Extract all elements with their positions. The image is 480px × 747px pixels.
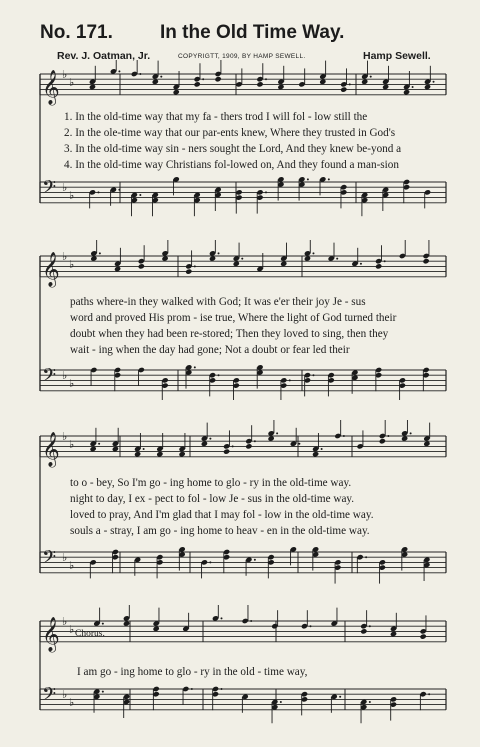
- dot: [202, 78, 204, 80]
- dot: [428, 693, 430, 695]
- note-head: [423, 258, 430, 264]
- system-2-verse-3: doubt when they had been re-stored; Then they loved to sing, then they: [70, 328, 389, 340]
- dot: [289, 379, 291, 381]
- dot: [265, 78, 267, 80]
- note-head: [360, 628, 367, 634]
- dot: [232, 445, 234, 447]
- chorus-label: Chorus.: [75, 629, 105, 639]
- treble-clef-icon: 𝄞: [42, 251, 60, 287]
- dot: [365, 556, 367, 558]
- author-credit: Rev. J. Oatman, Jr.: [57, 50, 151, 62]
- dot: [312, 252, 314, 254]
- flat-icon: ♭: [62, 688, 68, 702]
- dot: [336, 258, 338, 260]
- flat-icon: ♭: [69, 377, 75, 390]
- flat-icon: ♭: [69, 559, 75, 572]
- dot: [410, 432, 412, 434]
- dot: [191, 688, 193, 690]
- flat-icon: ♭: [62, 181, 68, 195]
- note-head: [256, 81, 263, 87]
- dot: [221, 617, 223, 619]
- bass-clef-icon: 𝄢: [42, 547, 57, 573]
- dot: [349, 83, 351, 85]
- flat-icon: ♭: [69, 696, 75, 709]
- dot: [139, 194, 141, 196]
- dot: [369, 701, 371, 703]
- dot: [412, 86, 414, 88]
- chorus-line-1: I am go - ing home to glo - ry in the old - time way,: [77, 666, 308, 678]
- flat-icon: ♭: [69, 75, 75, 89]
- flat-icon: ♭: [69, 437, 75, 451]
- dot: [321, 448, 323, 450]
- dot: [384, 260, 386, 262]
- system-3-verse-2: night to day, I ex - pect to fol - low Je - sus in the old-time way.: [70, 493, 355, 505]
- dot: [218, 374, 220, 376]
- note-head: [215, 76, 222, 82]
- dot: [194, 265, 196, 267]
- dot: [310, 625, 312, 627]
- flat-icon: ♭: [69, 189, 75, 202]
- flat-icon: ♭: [62, 615, 68, 628]
- flat-icon: ♭: [69, 622, 75, 636]
- staff-treble: [40, 420, 446, 468]
- system-1-music: [0, 60, 480, 220]
- dot: [360, 263, 362, 265]
- dot: [307, 178, 309, 180]
- flat-icon: ♭: [62, 430, 68, 443]
- dot: [99, 252, 101, 254]
- system-2-verse-4: wait - ing when the day had gone; Not a doubt or fear led their: [70, 344, 350, 356]
- note-head: [194, 81, 201, 87]
- system-2-verse-2: word and proved His prom - ise true, Where the light of God turned their: [70, 312, 397, 324]
- staff-treble: [40, 60, 446, 106]
- note-head: [375, 263, 382, 269]
- treble-clef-icon: 𝄞: [42, 69, 60, 105]
- dot: [98, 443, 100, 445]
- treble-clef-icon: 𝄞: [42, 431, 60, 467]
- note-head: [379, 438, 386, 444]
- dot: [254, 440, 256, 442]
- note-head: [245, 443, 252, 449]
- staff-bass: [40, 176, 446, 216]
- note-head: [185, 268, 192, 274]
- system-2-verse-1: paths where-in they walked with God; It was e'er their joy Je - sus: [70, 296, 366, 308]
- bass-clef-icon: 𝄢: [42, 684, 57, 710]
- staff-bass: [40, 364, 446, 400]
- system-1-verse-4: 4. In the old-time way Christians fol-lowed on, And they found a man-sion: [64, 159, 399, 171]
- bass-clef-icon: 𝄢: [42, 365, 57, 391]
- dot: [312, 374, 314, 376]
- flat-icon: ♭: [62, 369, 68, 383]
- flat-icon: ♭: [69, 257, 75, 271]
- flat-icon: ♭: [62, 551, 68, 565]
- system-1-verse-1: 1. In the old-time way that my fa - thers trod I will fol - low still the: [64, 111, 368, 123]
- copyright-notice: COPYRIGTT, 1909, BY HAMP SEWELL.: [178, 53, 306, 60]
- dot: [221, 688, 223, 690]
- staff-bass: [40, 546, 446, 583]
- flat-icon: ♭: [62, 68, 68, 81]
- dot: [254, 559, 256, 561]
- dot: [328, 178, 330, 180]
- dot: [369, 625, 371, 627]
- dot: [339, 696, 341, 698]
- staff-treble: [40, 240, 446, 288]
- dot: [276, 432, 278, 434]
- dot: [97, 191, 99, 193]
- system-3-verse-1: to o - bey, So I'm go - ing home to glo - ry in the old-time way.: [70, 477, 352, 489]
- dot: [370, 76, 372, 78]
- system-3-verse-3: loved to pray, And I'm glad that I may fol - low in the old-time way.: [70, 509, 374, 521]
- note-head: [340, 86, 347, 92]
- composer-credit: Hamp Sewell.: [363, 50, 431, 62]
- dot: [118, 70, 120, 72]
- dot: [209, 561, 211, 563]
- dot: [265, 191, 267, 193]
- dot: [387, 435, 389, 437]
- dot: [241, 258, 243, 260]
- note-head: [420, 633, 427, 639]
- dot: [280, 701, 282, 703]
- dot: [102, 623, 104, 625]
- dot: [343, 435, 345, 437]
- dot: [102, 691, 104, 693]
- staff-bass: [40, 684, 446, 723]
- system-1-verse-3: 3. In the old-time way sin - ners sought the Lord, And they knew be-yond a: [64, 143, 402, 155]
- dot: [160, 76, 162, 78]
- dot: [298, 443, 300, 445]
- treble-clef-icon: 𝄞: [42, 616, 60, 652]
- system-3-verse-4: souls a - stray, I am go - ing home to heav - en in the old-time way.: [70, 525, 370, 537]
- bass-clef-icon: 𝄢: [42, 177, 57, 203]
- hymn-number: No. 171.: [40, 22, 113, 43]
- flat-icon: ♭: [62, 250, 68, 263]
- dot: [218, 252, 220, 254]
- hymn-title: In the Old Time Way.: [160, 22, 345, 43]
- staff-treble: [40, 605, 446, 653]
- dot: [194, 366, 196, 368]
- dot: [209, 438, 211, 440]
- dot: [433, 81, 435, 83]
- dot: [139, 73, 141, 75]
- dot: [250, 620, 252, 622]
- dot: [143, 448, 145, 450]
- note-head: [223, 448, 230, 454]
- dot: [118, 189, 120, 191]
- system-1-verse-2: 2. In the ole-time way that our par-ents knew, Where they trusted in God's: [64, 127, 396, 139]
- note-head: [138, 263, 145, 269]
